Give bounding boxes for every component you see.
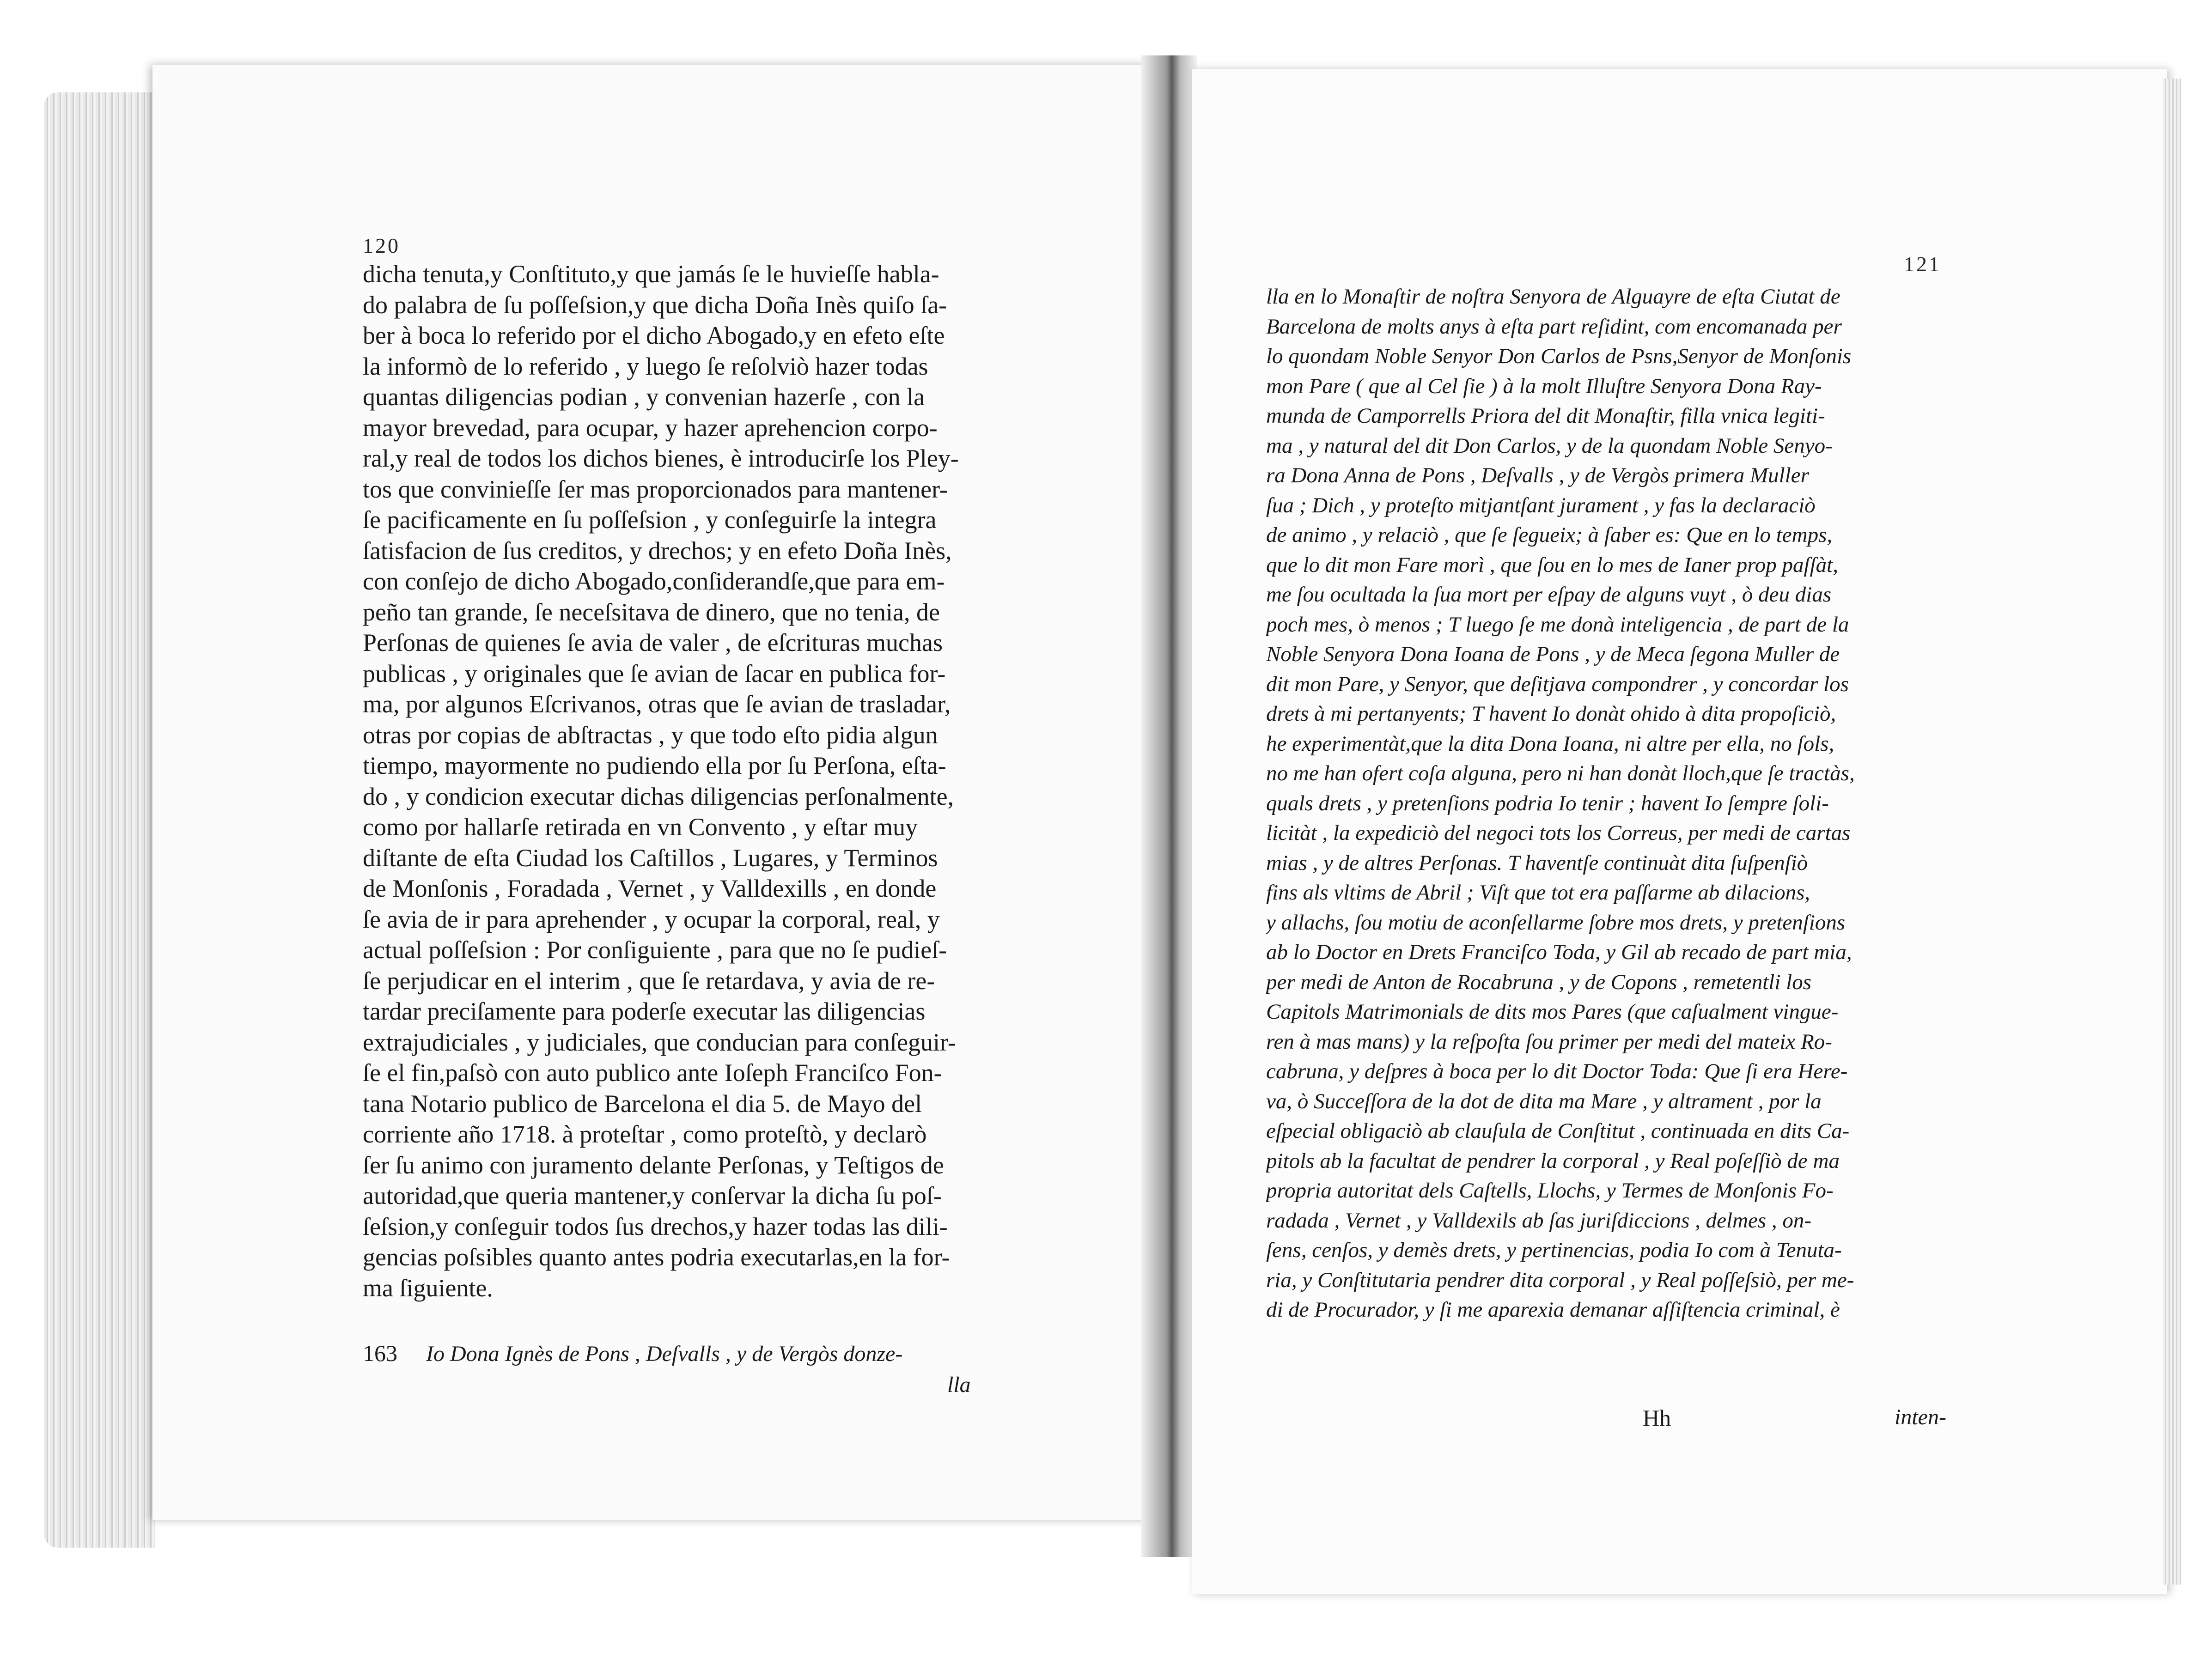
text-line: dicha tenuta,y Conſtituto,y que jamás ſe le huvieſſe habla- (363, 260, 939, 288)
text-line: fins als vltims de Abril ; Viſt que tot era paſſarme ab dilacions, (1266, 881, 1810, 905)
text-line: Perſonas de quienes ſe avia de valer , de eſcrituras muchas (363, 629, 943, 656)
text-line: mayor brevedad, para ocupar, y hazer aprehencion corpo- (363, 413, 938, 442)
book-page-edges-right (2163, 79, 2181, 1585)
text-line: eſpecial obligaciò ab clauſula de Conſtitut , continuada en dits Ca- (1266, 1119, 1850, 1143)
marginal-number: 163 (363, 1340, 397, 1366)
text-line: ma , y natural del dit Don Carlos, y de la quondam Noble Senyo- (1266, 433, 1833, 458)
text-line: ma, por algunos Eſcrivanos, otras que ſe avian de trasladar, (363, 690, 951, 718)
text-line: no me han ofert coſa alguna, pero ni han donàt lloch,que ſe tractàs, (1266, 761, 1855, 785)
left-page-final-line (363, 1340, 1030, 1367)
text-line: ſatisfacion de ſus creditos, y drechos; y en efeto Doña Inès, (363, 536, 952, 565)
text-line: extrajudiciales , y judiciales, que conducian para conſeguir- (363, 1028, 956, 1056)
text-line: diſtante de eſta Ciudad los Caſtillos , Lugares, y Terminos (363, 844, 938, 872)
text-line: me ſou ocultada la ſua mort per eſpay de alguns vuyt , ò deu dias (1266, 583, 1832, 607)
text-line: tiempo, mayormente no pudiendo ella por ſu Perſona, eſta- (363, 752, 946, 779)
text-line: lo quondam Noble Senyor Don Carlos de Psns,Senyor de Monſonis (1266, 344, 1852, 368)
left-page-number: 120 (363, 234, 400, 257)
text-line: ria, y Conſtitutaria pendrer dita corporal , y Real poſſeſsiò, per me- (1266, 1268, 1854, 1292)
left-page-catchword: lla (947, 1373, 971, 1397)
text-line: de Monſonis , Foradada , Vernet , y Valldexills , en donde (363, 875, 937, 902)
text-line: ſua ; Dich , y proteſto mitjantſant jurament , y fas la declaraciò (1266, 493, 1816, 517)
text-line: quals drets , y pretenſions podria Io tenir ; havent Io ſempre ſoli- (1266, 791, 1829, 815)
text-line: tana Notario publico de Barcelona el dia 5. de Mayo del (363, 1089, 922, 1118)
text-line: ma ſiguiente. (363, 1274, 493, 1302)
text-line: la informò de lo referido , y luego ſe reſolviò hazer todas (363, 352, 928, 380)
text-line: va, ò Succeſſora de la dot de dita ma Mare , y altrament , por la (1266, 1089, 1822, 1113)
text-line: como por hallarſe retirada en vn Convento , y eſtar muy (363, 813, 918, 841)
text-line: de animo , y relaciò , que ſe ſegueix; à ſaber es: Que en lo temps, (1266, 523, 1833, 547)
text-line: y allachs, ſou motiu de aconſellarme ſobre mos drets, y pretenſions (1266, 910, 1846, 935)
text-line: ber à boca lo referido por el dicho Abogado,y en efeto eſte (363, 322, 945, 349)
text-line: ra Dona Anna de Pons , Deſvalls , y de Vergòs primera Muller (1266, 463, 1809, 487)
text-line: ſens, cenſos, y demès drets, y pertinencias, podia Io com à Tenuta- (1266, 1238, 1842, 1262)
text-line: con conſejo de dicho Abogado,conſiderandſe,que para em- (363, 567, 945, 595)
text-line: mon Pare ( que al Cel ſie ) à la molt Illuſtre Senyora Dona Ray- (1266, 374, 1822, 398)
text-line: peño tan grande, ſe neceſsitava de dinero, que no tenia, de (363, 598, 940, 626)
text-line: ſe avia de ir para aprehender , y ocupar la corporal, real, y (363, 905, 940, 933)
book-page-edges-left (44, 92, 155, 1548)
text-line: ſe pacificamente en ſu poſſeſsion , y conſeguirſe la integra (363, 506, 937, 534)
text-line: dit mon Pare, y Senyor, que deſitjava compondrer , y concordar los (1266, 672, 1849, 696)
text-line: otras por copias de abſtractas , y que todo eſto pidia algun (363, 721, 938, 749)
right-page-catchword: inten- (1895, 1405, 1946, 1429)
text-line: poch mes, ò menos ; T luego ſe me donà inteligencia , de part de la (1266, 612, 1849, 637)
text-line: ſer ſu animo con juramento delante Perſonas, y Teſtigos de (363, 1151, 944, 1179)
text-line: tos que convinieſſe ſer mas proporcionados para mantener- (363, 475, 948, 503)
text-line: cabruna, y deſpres à boca per lo dit Doctor Toda: Que ſi era Here- (1266, 1059, 1848, 1083)
text-line: autoridad,que queria mantener,y conſervar la dicha ſu poſ- (363, 1182, 942, 1209)
text-line: per medi de Anton de Rocabruna , y de Copons , remetentli los (1266, 970, 1812, 994)
text-line: que lo dit mon Fare morì , que ſou en lo mes de Ianer prop paſſàt, (1266, 553, 1838, 577)
right-page-body-text (1266, 282, 1955, 1325)
text-line: pitols ab la facultat de pendrer la corporal , y Real poſeſſiò de ma (1266, 1148, 1840, 1173)
text-line: licitàt , la expediciò del negoci tots los Correus, per medi de cartas (1266, 821, 1851, 845)
text-line: corriente año 1718. à proteſtar , como proteſtò, y declarò (363, 1120, 927, 1148)
text-line: ren à mas mans) y la reſpoſta ſou primer per medi del mateix Ro- (1266, 1029, 1832, 1054)
text-line: tardar preciſamente para poderſe executar las diligencias (363, 997, 926, 1025)
text-line: actual poſſeſsion : Por conſiguiente , para que no ſe pudieſ- (363, 936, 947, 964)
text-line: Capitols Matrimonials de dits mos Pares (que caſualment vingue- (1266, 1000, 1839, 1024)
book-gutter (1141, 55, 1197, 1557)
left-page-body-text (363, 259, 1030, 1303)
text-line: propria autoritat dels Caſtells, Llochs, y Termes de Monſonis Fo- (1266, 1179, 1834, 1203)
text-line: ſeſsion,y conſeguir todos ſus drechos,y hazer todas las dili- (363, 1212, 948, 1240)
text-line: ral,y real de todos los dichos bienes, è introducirſe los Pley- (363, 444, 959, 472)
signature-mark: Hh (1643, 1405, 1671, 1431)
text-line: do palabra de ſu poſſeſsion,y que dicha Doña Inès quiſo ſa- (363, 291, 947, 319)
text-line: drets à mi pertanyents; T havent Io donàt ohido à dita propoſiciò, (1266, 702, 1836, 726)
final-line-text: Io Dona Ignès de Pons , Deſvalls , y de Vergòs donze- (426, 1342, 903, 1366)
text-line: Noble Senyora Dona Ioana de Pons , y de Meca ſegona Muller de (1266, 642, 1840, 666)
text-line: ſe el fin,paſsò con auto publico ante Ioſeph Franciſco Fon- (363, 1059, 942, 1087)
text-line: lla en lo Monaſtir de noſtra Senyora de Alguayre de eſta Ciutat de (1266, 285, 1840, 309)
text-line: quantas diligencias podian , y convenian hazerſe , con la (363, 383, 925, 411)
text-line: mias , y de altres Perſonas. T haventſe continuàt dita ſuſpenſiò (1266, 851, 1808, 875)
text-line: di de Procurador, y ſi me aparexia demanar aſſiſtencia criminal, è (1266, 1298, 1840, 1322)
text-line: he experimentàt,que la dita Dona Ioana, ni altre per ella, no ſols, (1266, 731, 1834, 756)
text-line: munda de Camporrells Priora del dit Monaſtir, filla vnica legiti- (1266, 404, 1825, 428)
text-line: ab lo Doctor en Drets Franciſco Toda, y Gil ab recado de part mia, (1266, 940, 1852, 964)
text-line: radada , Vernet , y Valldexils ab ſas juriſdiccions , delmes , on- (1266, 1208, 1812, 1233)
text-line: publicas , y originales que ſe avian de ſacar en publica for- (363, 659, 946, 687)
text-line: gencias poſsibles quanto antes podria executarlas,en la for- (363, 1243, 950, 1271)
right-page-number: 121 (1904, 252, 1941, 276)
text-line: ſe perjudicar en el interim , que ſe retardava, y avia de re- (363, 966, 935, 995)
text-line: do , y condicion executar dichas diligencias perſonalmente, (363, 782, 954, 810)
text-line: Barcelona de molts anys à eſta part reſidint, com encomanada per (1266, 314, 1842, 339)
